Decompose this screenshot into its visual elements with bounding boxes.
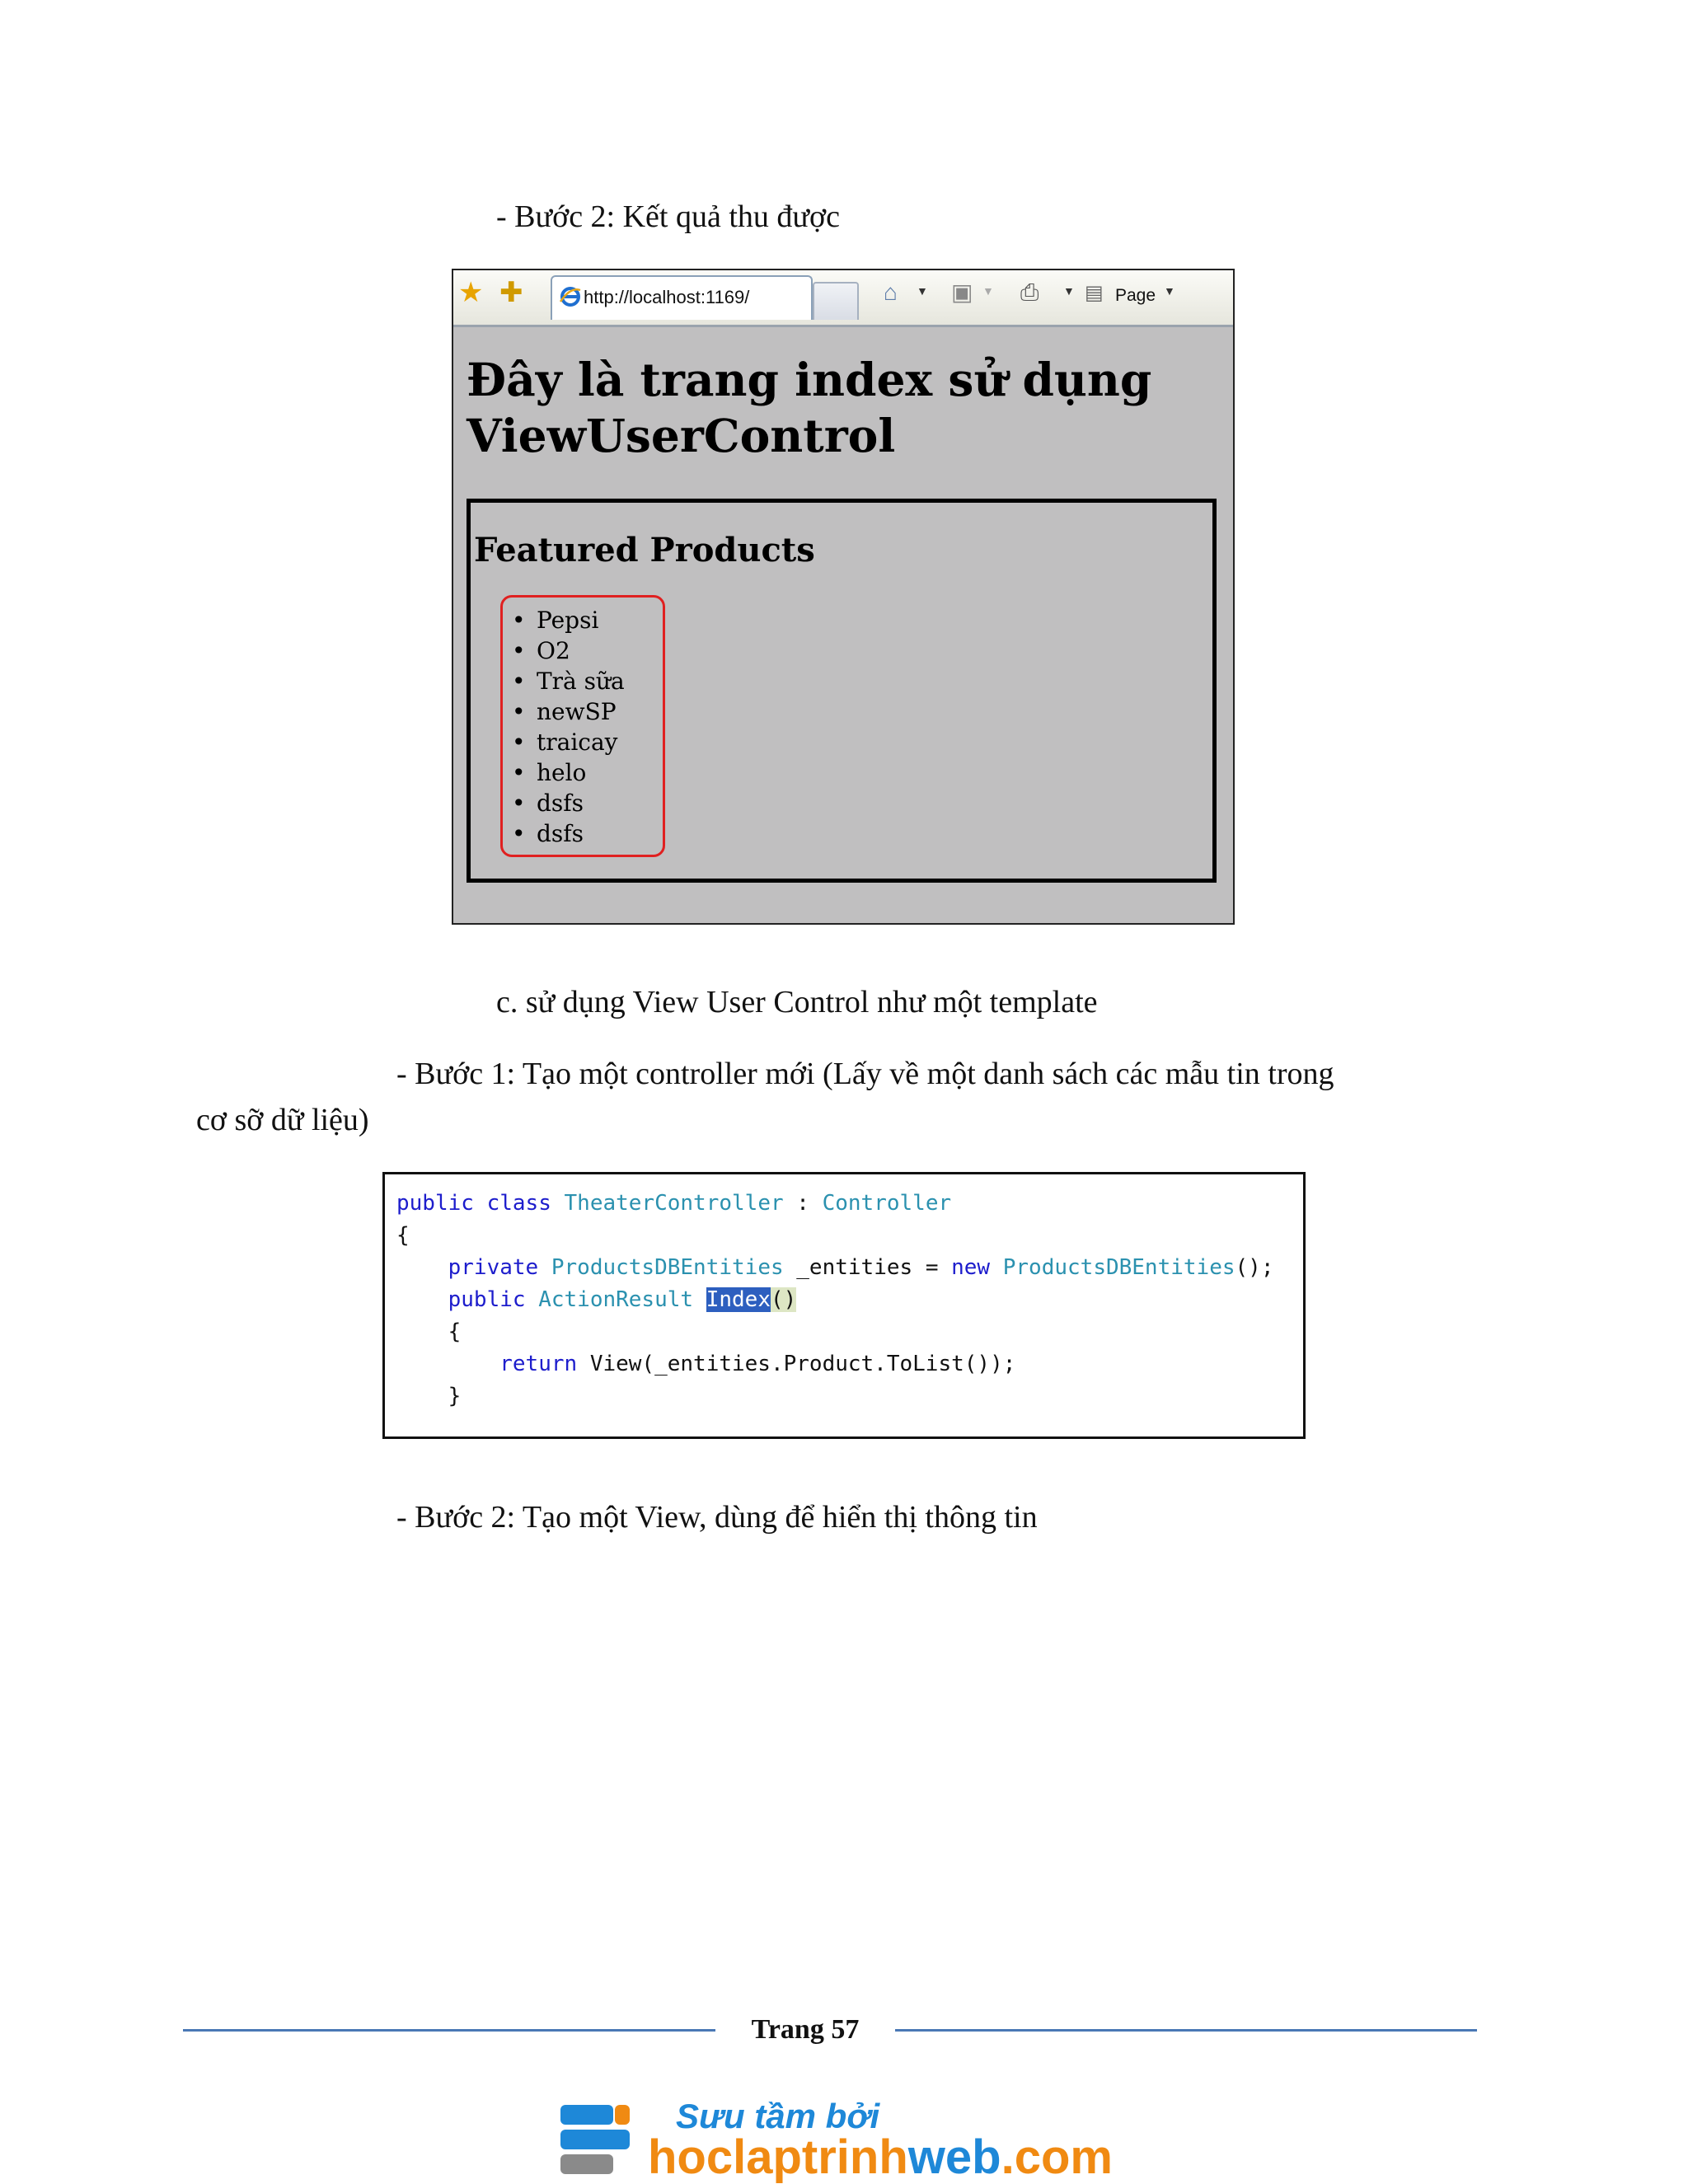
product-item: • O2: [512, 635, 625, 666]
footer-rule-left: [183, 2029, 715, 2032]
step1-line1: - Bước 1: Tạo một controller mới (Lấy về một danh sách các mẫu tin trong: [396, 1057, 1334, 1091]
product-item: • Pepsi: [512, 605, 625, 635]
footer-rule-right: [895, 2029, 1477, 2032]
code-line: }: [448, 1384, 462, 1408]
step2-result-text: - Bước 2: Kết quả thu được: [496, 199, 840, 234]
new-tab-button[interactable]: [813, 282, 859, 320]
home-icon[interactable]: ⌂: [884, 280, 898, 306]
featured-products-control: [467, 499, 1217, 883]
code-line: private ProductsDBEntities _entities = new ProductsDBEntities();: [448, 1255, 1274, 1280]
code-line: public class TheaterController : Controller: [396, 1191, 952, 1216]
ie-icon: [559, 285, 582, 308]
code-block: [396, 1188, 1273, 1413]
home-dropdown-icon[interactable]: ▼: [917, 286, 928, 298]
product-list: [512, 605, 625, 849]
selected-identifier: Index: [706, 1287, 771, 1312]
code-line: {: [448, 1319, 462, 1344]
product-item: • traicay: [512, 727, 625, 757]
feeds-dropdown-icon[interactable]: ▼: [982, 286, 994, 298]
browser-screenshot: [452, 269, 1235, 925]
code-line: {: [396, 1223, 410, 1248]
code-line: public ActionResult Index(): [448, 1287, 797, 1312]
print-icon[interactable]: ⎙: [1020, 280, 1039, 306]
site-logo: [551, 2093, 1144, 2184]
address-url: http://localhost:1169/: [584, 287, 750, 307]
browser-toolbar: [453, 270, 1233, 327]
section-c-heading: c. sử dụng View User Control như một template: [496, 985, 1098, 1019]
logo-domain: hoclaptrinhweb.com: [648, 2130, 1113, 2184]
product-item: • dsfs: [512, 788, 625, 818]
page-icon[interactable]: ▤: [1085, 283, 1104, 304]
product-item: • newSP: [512, 696, 625, 727]
add-favorite-icon[interactable]: ✚: [499, 278, 523, 308]
product-item: • helo: [512, 757, 625, 788]
address-tab[interactable]: [551, 275, 813, 320]
step2-view-text: - Bước 2: Tạo một View, dùng để hiển thị thông tin: [396, 1500, 1038, 1535]
code-screenshot: [382, 1172, 1306, 1439]
featured-products-title: Featured Products: [474, 531, 815, 569]
page-heading: Đây là trang index sử dụng ViewUserControl: [467, 353, 1152, 462]
feeds-icon[interactable]: ▣: [951, 280, 973, 306]
page-number: Trang 57: [751, 2014, 860, 2045]
browser-page-content: [453, 327, 1233, 923]
favorites-star-icon[interactable]: ★: [458, 278, 484, 308]
product-item: • dsfs: [512, 818, 625, 849]
page-dropdown-icon[interactable]: ▼: [1164, 286, 1175, 298]
logo-mark-icon: [556, 2100, 638, 2182]
print-dropdown-icon[interactable]: ▼: [1063, 286, 1075, 298]
step1-line2: cơ sỡ dữ liệu): [196, 1103, 369, 1137]
page-menu[interactable]: Page: [1115, 286, 1156, 305]
logo-tagline: Sưu tầm bởi: [676, 2097, 880, 2135]
product-item: • Trà sữa: [512, 666, 625, 696]
code-line: return View(_entities.Product.ToList());: [499, 1352, 1016, 1376]
